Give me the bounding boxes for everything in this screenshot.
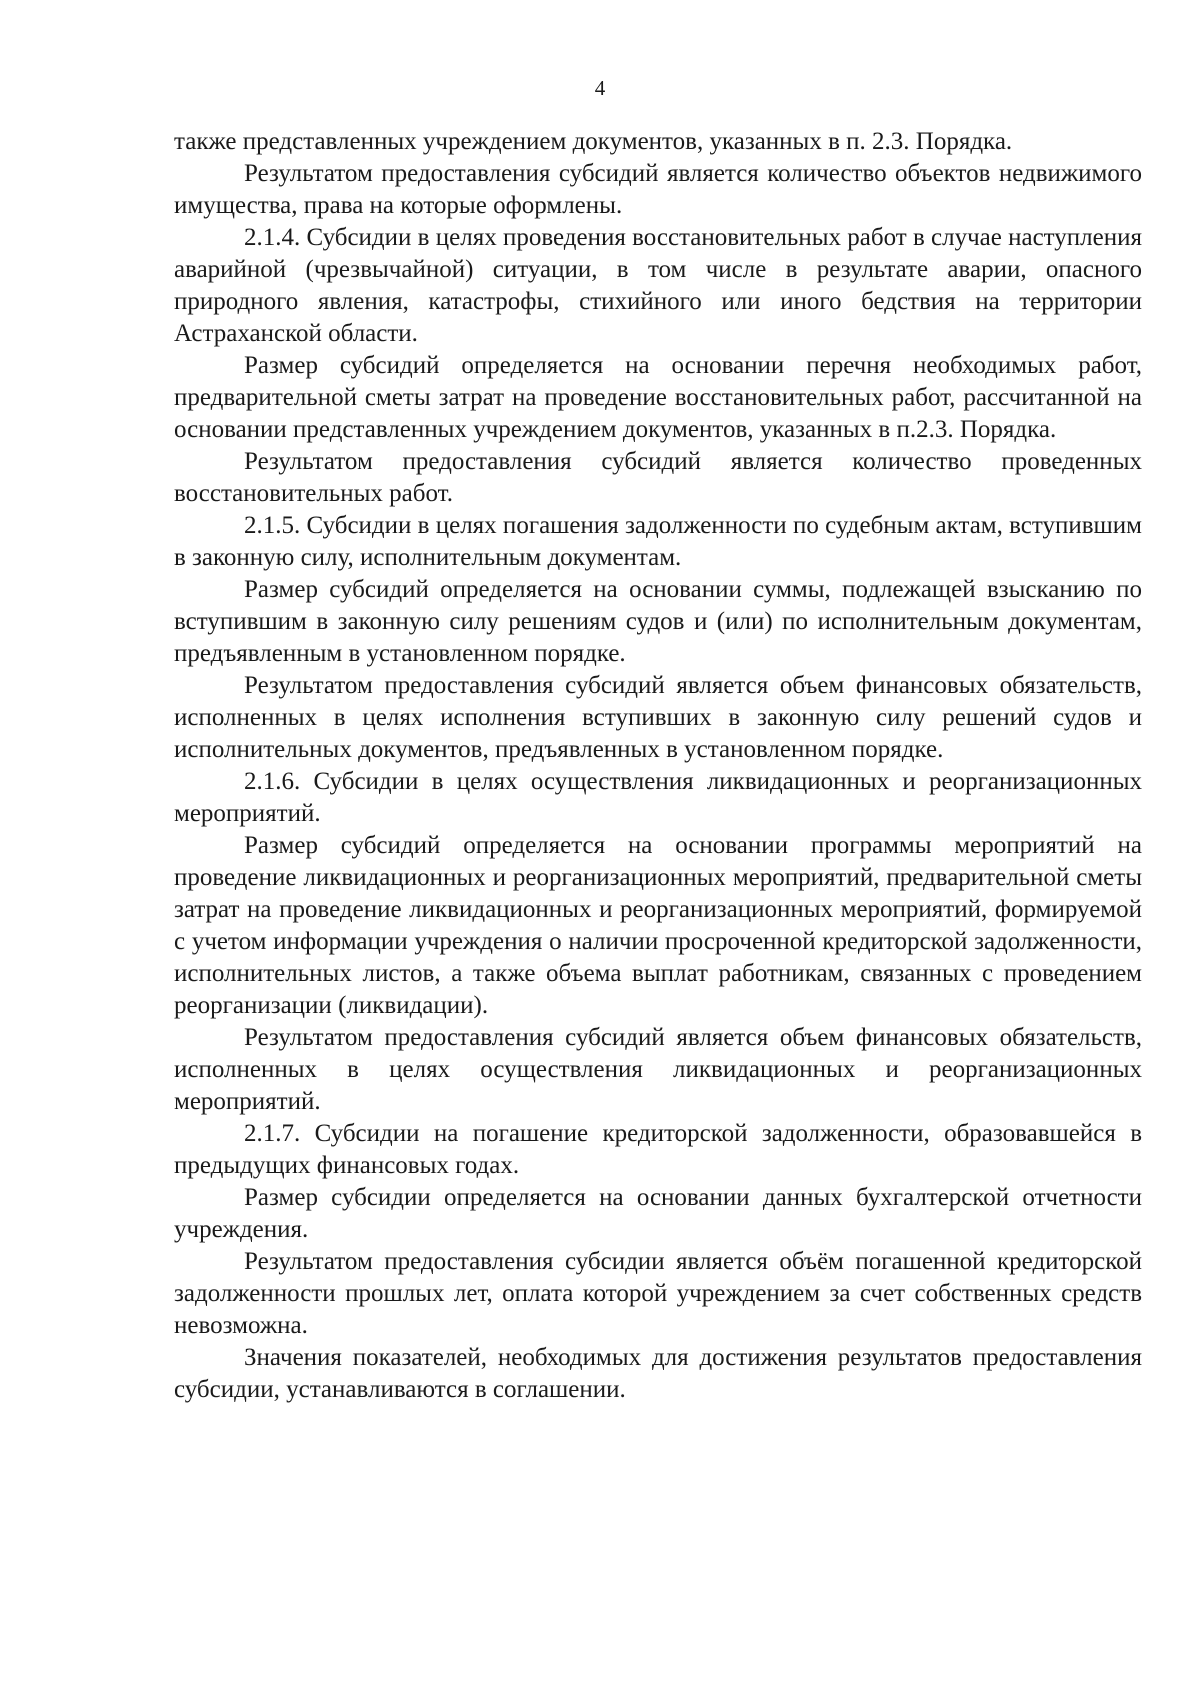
paragraph: Размер субсидий определяется на основании программы мероприятий на проведение ликвидационных и реорганизационных мероприятий, предварительной сметы затрат на проведение ликвидационных и реорганизационных мероприятий, формируемой с учетом информации учреждения о наличии просроченной кредиторской задолженности, исполнительных листов, а также объема выплат работникам, связанных с проведением реорганизации (ликвидации). [174,832,1142,1019]
paragraph: Результатом предоставления субсидий является объем финансовых обязательств, исполненных в целях осуществления ликвидационных и реорганизационных мероприятий. [174,1024,1142,1115]
paragraph: 2.1.7. Субсидии на погашение кредиторской задолженности, образовавшейся в предыдущих финансовых годах. [174,1120,1142,1179]
document-body [174,126,1142,1406]
paragraph: Размер субсидий определяется на основании перечня необходимых работ, предварительной сметы затрат на проведение восстановительных работ, рассчитанной на основании представленных учреждением документов, указанных в п.2.3. Порядка. [174,352,1142,443]
paragraph: Размер субсидии определяется на основании данных бухгалтерской отчетности учреждения. [174,1184,1142,1243]
paragraph: 2.1.4. Субсидии в целях проведения восстановительных работ в случае наступления аварийной (чрезвычайной) ситуации, в том числе в результате аварии, опасного природного явления, катастрофы, стихийного или иного бедствия на территории Астраханской области. [174,224,1142,347]
paragraph: также представленных учреждением документов, указанных в п. 2.3. Порядка. [174,128,1013,155]
paragraph: Значения показателей, необходимых для достижения результатов предоставления субсидии, устанавливаются в соглашении. [174,1344,1142,1403]
paragraph: Результатом предоставления субсидий является количество проведенных восстановительных работ. [174,448,1142,507]
paragraph: Результатом предоставления субсидий является количество объектов недвижимого имущества, права на которые оформлены. [174,160,1142,219]
paragraph: Результатом предоставления субсидии является объём погашенной кредиторской задолженности прошлых лет, оплата которой учреждением за счет собственных средств невозможна. [174,1248,1142,1339]
paragraph: 2.1.5. Субсидии в целях погашения задолженности по судебным актам, вступившим в законную силу, исполнительным документам. [174,512,1142,571]
page-number: 4 [594,76,606,100]
paragraph: 2.1.6. Субсидии в целях осуществления ликвидационных и реорганизационных мероприятий. [174,768,1142,827]
paragraph: Размер субсидий определяется на основании суммы, подлежащей взысканию по вступившим в законную силу решениям судов и (или) по исполнительным документам, предъявленным в установленном порядке. [174,576,1142,667]
paragraph: Результатом предоставления субсидий является объем финансовых обязательств, исполненных в целях исполнения вступивших в законную силу решений судов и исполнительных документов, предъявленных в установленном порядке. [174,672,1142,763]
